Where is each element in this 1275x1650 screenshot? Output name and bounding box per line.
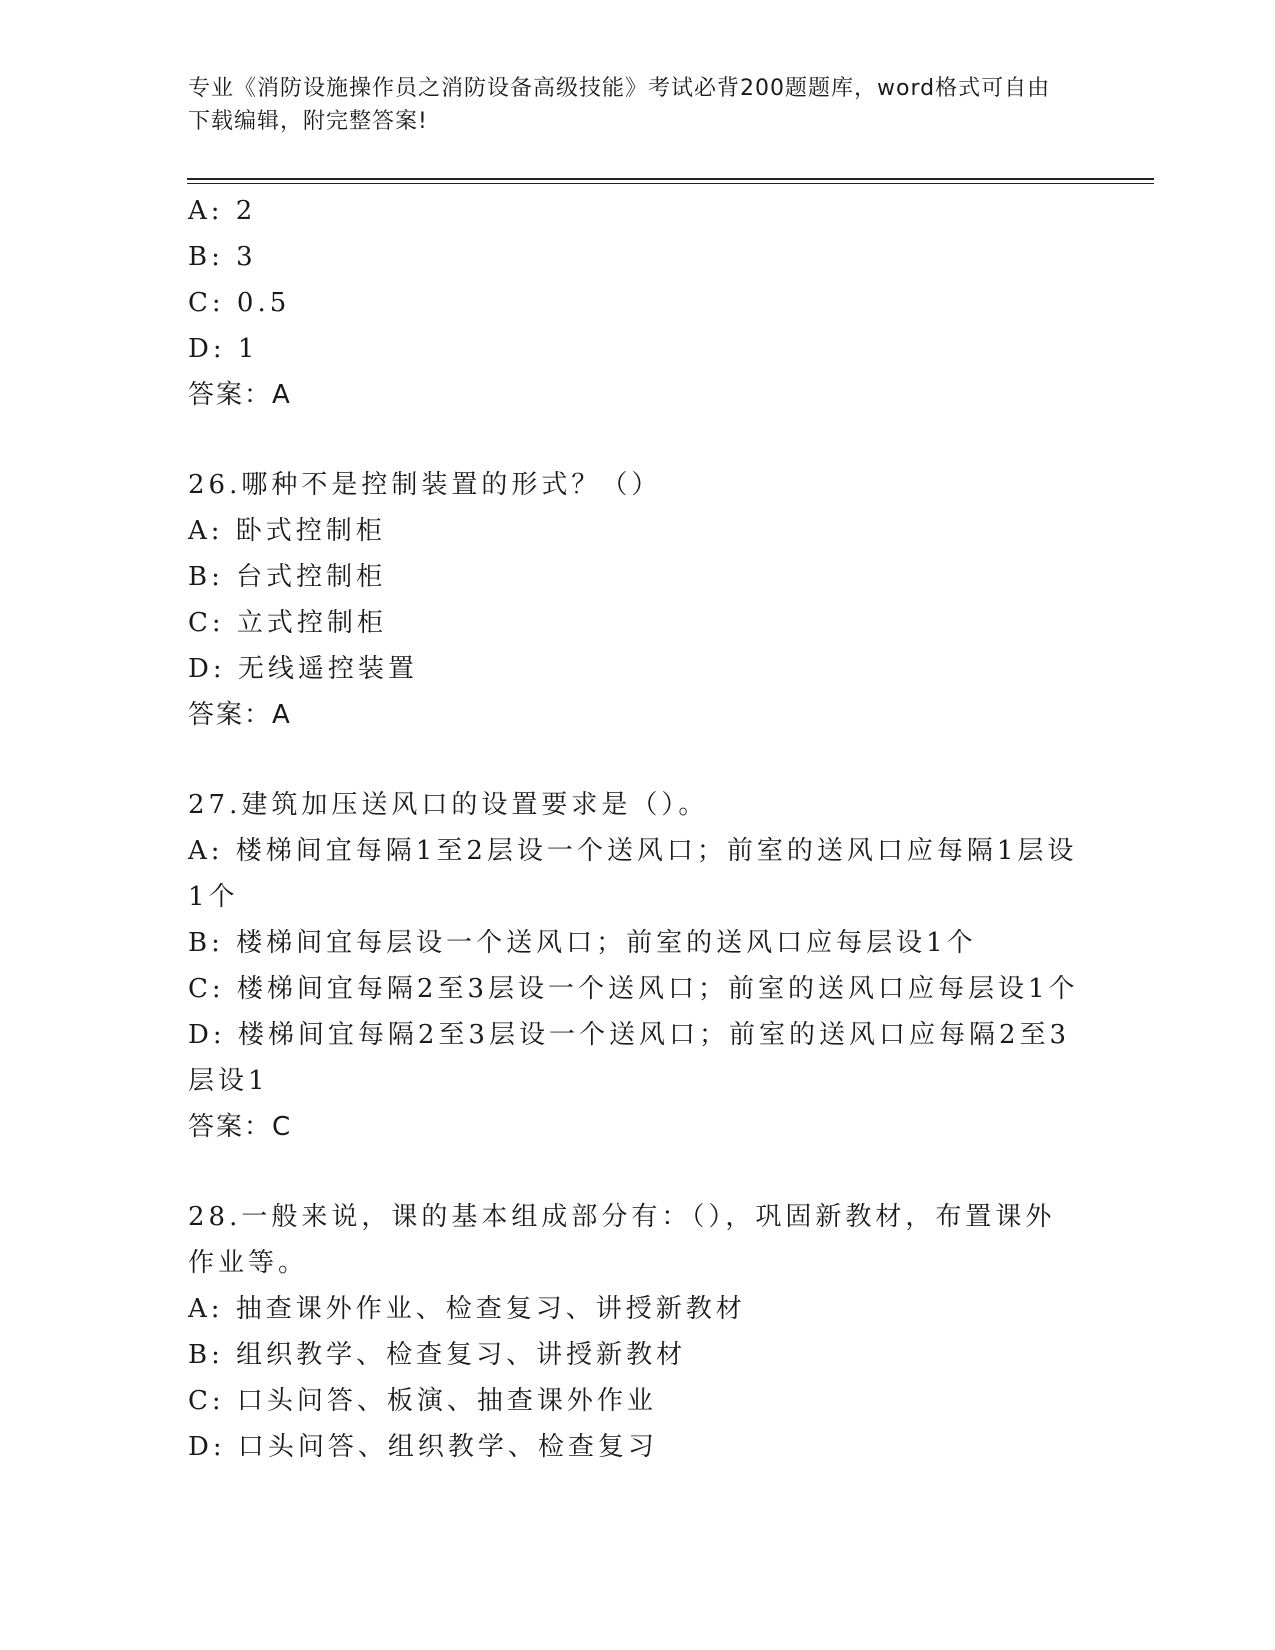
answer-line: 答案：A bbox=[188, 380, 292, 410]
question-text: 27.建筑加压送风口的设置要求是（）。 bbox=[188, 790, 709, 820]
option-a: A: 楼梯间宜每隔1至2层设一个送风口；前室的送风口应每隔1层设1个 bbox=[188, 836, 1078, 912]
question-26-block bbox=[188, 462, 1078, 738]
option-a: A: 抽查课外作业、检查复习、讲授新教材 bbox=[188, 1294, 746, 1324]
question-list bbox=[188, 188, 1078, 1470]
option-a: A: 2 bbox=[188, 196, 257, 226]
question-spacer bbox=[188, 418, 1078, 462]
option-c: C: 0.5 bbox=[188, 288, 291, 318]
question-text: 26.哪种不是控制装置的形式？（） bbox=[188, 470, 662, 500]
option-b: B: 3 bbox=[188, 242, 257, 272]
option-d: D: 无线遥控装置 bbox=[188, 654, 418, 684]
option-c: C: 立式控制柜 bbox=[188, 608, 387, 638]
option-d: D: 口头问答、组织教学、检查复习 bbox=[188, 1432, 658, 1462]
question-spacer bbox=[188, 1150, 1078, 1194]
option-d: D: 楼梯间宜每隔2至3层设一个送风口；前室的送风口应每隔2至3层设1 bbox=[188, 1020, 1071, 1096]
document-header bbox=[188, 72, 1068, 138]
option-c: C: 楼梯间宜每隔2至3层设一个送风口；前室的送风口应每层设1个 bbox=[188, 974, 1079, 1004]
question-28-block bbox=[188, 1194, 1078, 1470]
question-27-block bbox=[188, 782, 1078, 1150]
header-divider bbox=[187, 178, 1154, 184]
question-25-block bbox=[188, 188, 1078, 418]
question-spacer bbox=[188, 738, 1078, 782]
option-a: A: 卧式控制柜 bbox=[188, 516, 386, 546]
option-b: B: 组织教学、检查复习、讲授新教材 bbox=[188, 1340, 687, 1370]
answer-line: 答案：C bbox=[188, 1112, 293, 1142]
answer-line: 答案：A bbox=[188, 700, 292, 730]
option-b: B: 楼梯间宜每层设一个送风口；前室的送风口应每层设1个 bbox=[188, 928, 977, 958]
option-d: D: 1 bbox=[188, 334, 259, 364]
option-b: B: 台式控制柜 bbox=[188, 562, 387, 592]
question-text: 28.一般来说，课的基本组成部分有：（），巩固新教材，布置课外作业等。 bbox=[188, 1202, 1056, 1278]
option-c: C: 口头问答、板演、抽查课外作业 bbox=[188, 1386, 657, 1416]
header-title: 专业《消防设施操作员之消防设备高级技能》考试必背200题题库，word格式可自由下载编辑，附完整答案! bbox=[188, 76, 1051, 134]
